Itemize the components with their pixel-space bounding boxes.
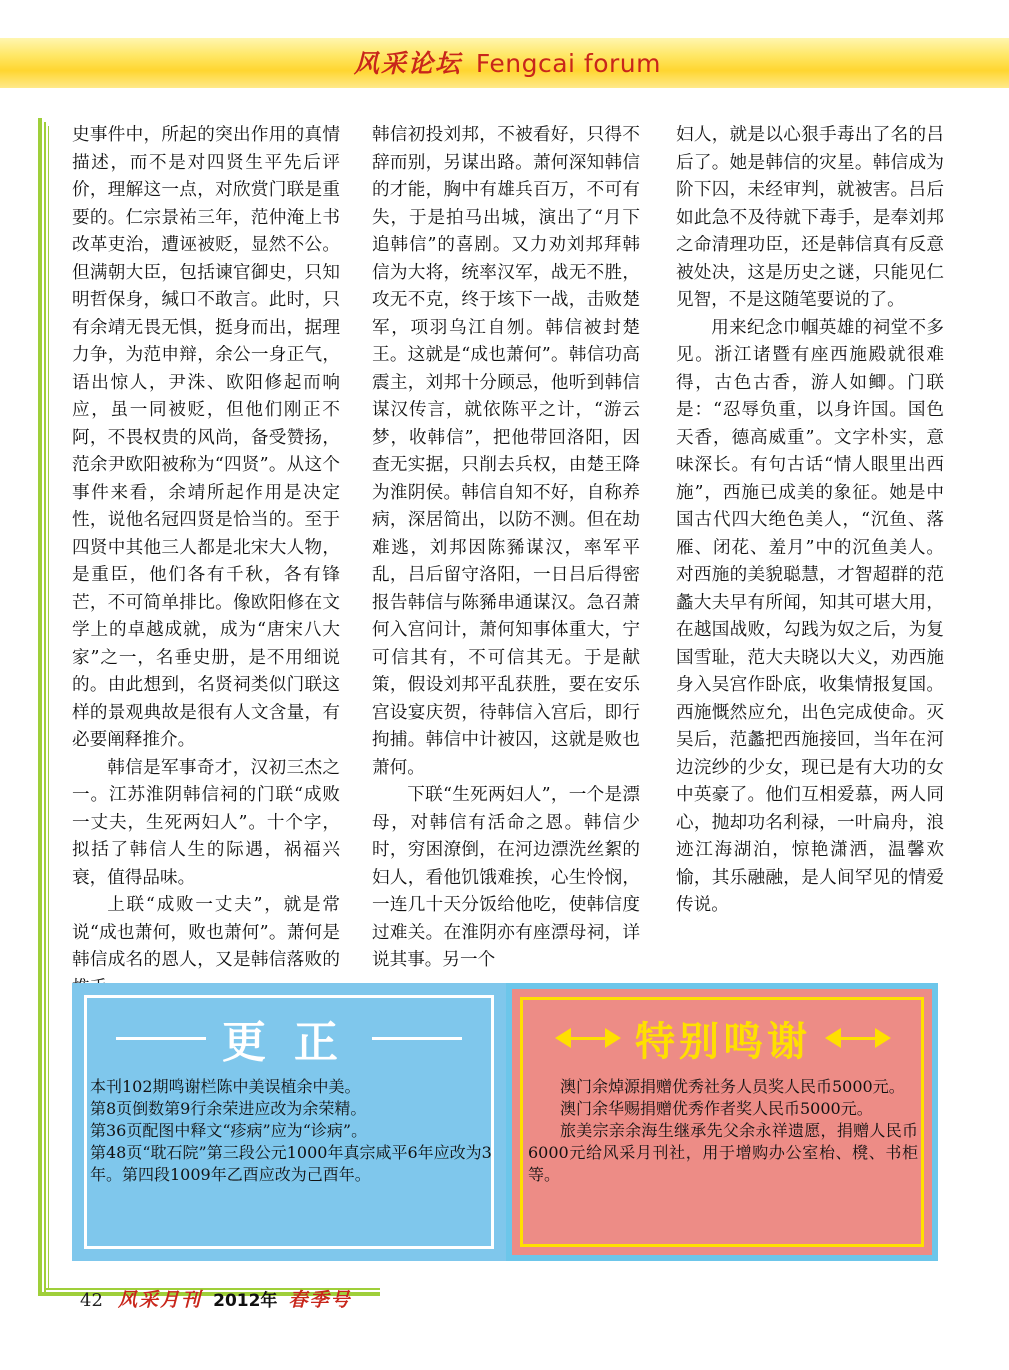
paragraph: 韩信是军事奇才，汉初三杰之一。江苏淮阴韩信祠的门联“成败一丈夫，生死两妇人”。十个字，拟括了韩信人生的际遇，祸福兴衰，值得品味。: [72, 757, 340, 888]
paragraph: 用来纪念巾帼英雄的祠堂不多见。浙江诸暨有座西施殿就很难得，古色古香，游人如鲫。门联是：“忍辱负重，以身许国。国色天香，德高威重”。文字朴实，意味深长。有句古话“情人眼里出西施”，西施已成美的象征。她是中国古代四大绝色美人，“沉鱼、落雁、闭花、羞月”中的沉鱼美人。对西施的美貌聪慧，才智超群的范蠡大夫早有所闻，知其可堪大用，在越国战败，勾践为奴之后，为复国雪耻，范大夫晓以大义，劝西施身入吴宫作卧底，收集情报复国。西施慨然应允，出色完成使命。灭吴后，范蠡把西施接回，当年在河边浣纱的少女，现已是有大功的女中英豪了。他们互相爱慕，两人同心，抛却功名利禄，一叶扁舟，浪迹江海湖泊，惊艳潇洒，温馨欢愉，其乐融融，是人间罕见的情爱传说。: [676, 317, 944, 915]
left-decor-bar: [38, 118, 42, 1296]
thanks-line: 澳门余焯源捐赠优秀社务人员奖人民币5000元。: [560, 1077, 905, 1096]
paragraph: 史事件中，所起的突出作用的真情描述，而不是对四贤生平先后评价，理解这一点，对欣赏门联是重要的。仁宗景祐三年，范仲淹上书改革吏治，遭诬被贬，显然不公。但满朝大臣，包括谏官御史，只知明哲保身，缄口不敢言。此时，只有余靖无畏无惧，挺身而出，据理力争，为范申辩，余公一身正气，语出惊人，尹洙、欧阳修起而响应，虽一同被贬，但他们刚正不阿，不畏权贵的风尚，备受赞扬，范余尹欧阳被称为“四贤”。从这个事件来看，余靖所起作用是决定性，说他名冠四贤是恰当的。至于四贤中其他三人都是北宋大人物，是重臣，他们各有千秋，各有锋芒，不可简单排比。像欧阳修在文学上的卓越成就，成为“唐宋八大家”之一，名垂史册，是不用细说的。由此想到，名贤祠类似门联这样的景观典故是很有人文含量，有必要阐释推介。: [72, 125, 340, 750]
correction-line: 第8页倒数第9行余荣进应改为余荣精。: [90, 1099, 367, 1118]
right-arrow-icon: [825, 1028, 891, 1048]
article-column-3: [676, 122, 944, 920]
issue-season: 春季号: [288, 1289, 352, 1311]
left-arrow-icon: [555, 1028, 621, 1048]
page-footer: [80, 1286, 352, 1314]
correction-title: 更正: [222, 1017, 366, 1068]
article-column-2: [372, 122, 640, 975]
paragraph: 上联“成败一丈夫”，就是常说“成也萧何，败也萧何”。萧何是韩信成名的恩人，又是韩信落败的: [72, 895, 340, 970]
correction-line: 第48页“耽石院”第三段公元1000年真宗咸平6年应改为3年。第四段1009年乙酉应改为己酉年。: [90, 1143, 492, 1184]
issue-year: 2012年: [213, 1291, 278, 1311]
thanks-line: 澳门余华赐捐赠优秀作者奖人民币5000元。: [560, 1099, 873, 1118]
paragraph: 下联“生死两妇人”，一个是漂母，对韩信有活命之恩。韩信少时，穷困潦倒，在河边漂洗丝絮的妇人，看他饥饿难挨，心生怜悯，一连几十天分饭给他吃，使韩信度过难关。在淮阴亦有座漂母祠，详说其事。另一个: [372, 785, 640, 970]
article-column-1: [72, 122, 340, 1002]
page-number: 42: [80, 1290, 103, 1311]
correction-line: 第36页配图中释文“疹病”应为“诊病”。: [90, 1121, 368, 1140]
section-title: [354, 46, 661, 82]
magazine-name: 风采月刊: [118, 1289, 203, 1311]
thanks-title: 特别鸣谢: [635, 1018, 811, 1065]
section-title-cn: 风采论坛: [353, 49, 462, 78]
correction-banner: [84, 1010, 494, 1066]
paragraph: 妇人，就是以心狠手毒出了名的吕后了。她是韩信的灾星。韩信成为阶下囚，未经审判，就被害。吕后如此急不及待就下毒手，是奉刘邦之命清理功臣，还是韩信真有反意被处决，这是历史之谜，只能见仁见智，不是这随笔要说的了。: [676, 125, 944, 310]
correction-text: [90, 1076, 492, 1186]
left-decor-bar: [44, 122, 46, 1292]
section-title-en: Fengcai forum: [475, 49, 661, 78]
correction-line: 本刊102期鸣谢栏陈中美误植余中美。: [90, 1077, 361, 1096]
thanks-text: [528, 1076, 918, 1186]
left-decor-bar: [48, 126, 49, 1288]
banner-line: [116, 1037, 206, 1040]
thanks-line: 旅美宗亲余海生继承先父余永祥遗愿，捐赠人民币6000元给风采月刊社，用于增购办公室枱、櫈、书柜等。: [528, 1121, 918, 1184]
paragraph: 韩信初投刘邦，不被看好，只得不辞而别，另谋出路。萧何深知韩信的才能，胸中有雄兵百万，不可有失，于是拍马出城，演出了“月下追韩信”的喜剧。又力劝刘邦拜韩信为大将，统率汉军，战无不胜，攻无不克，终于垓下一战，击败楚军，项羽乌江自刎。韩信被封楚王。这就是“成也萧何”。韩信功高震主，刘邦十分顾忌，他听到韩信谋汉传言，就依陈平之计，“游云梦，收韩信”，把他带回洛阳，因查无实据，只削去兵权，由楚王降为淮阴侯。韩信自知不好，自称养病，深居简出，以防不测。但在劫难逃，刘邦因陈豨谋汉，率军平乱，吕后留守洛阳，一日吕后得密报告韩信与陈豨串通谋汉。急召萧何入宫问计，萧何知事体重大，宁可信其有，不可信其无。于是献策，假设刘邦平乱获胜，要在安乐宫设宴庆贺，待韩信入宫后，即行拘捕。韩信中计被囚，这就是败也萧何。: [372, 125, 640, 778]
banner-line: [372, 1037, 462, 1040]
thanks-banner: [526, 1010, 920, 1066]
